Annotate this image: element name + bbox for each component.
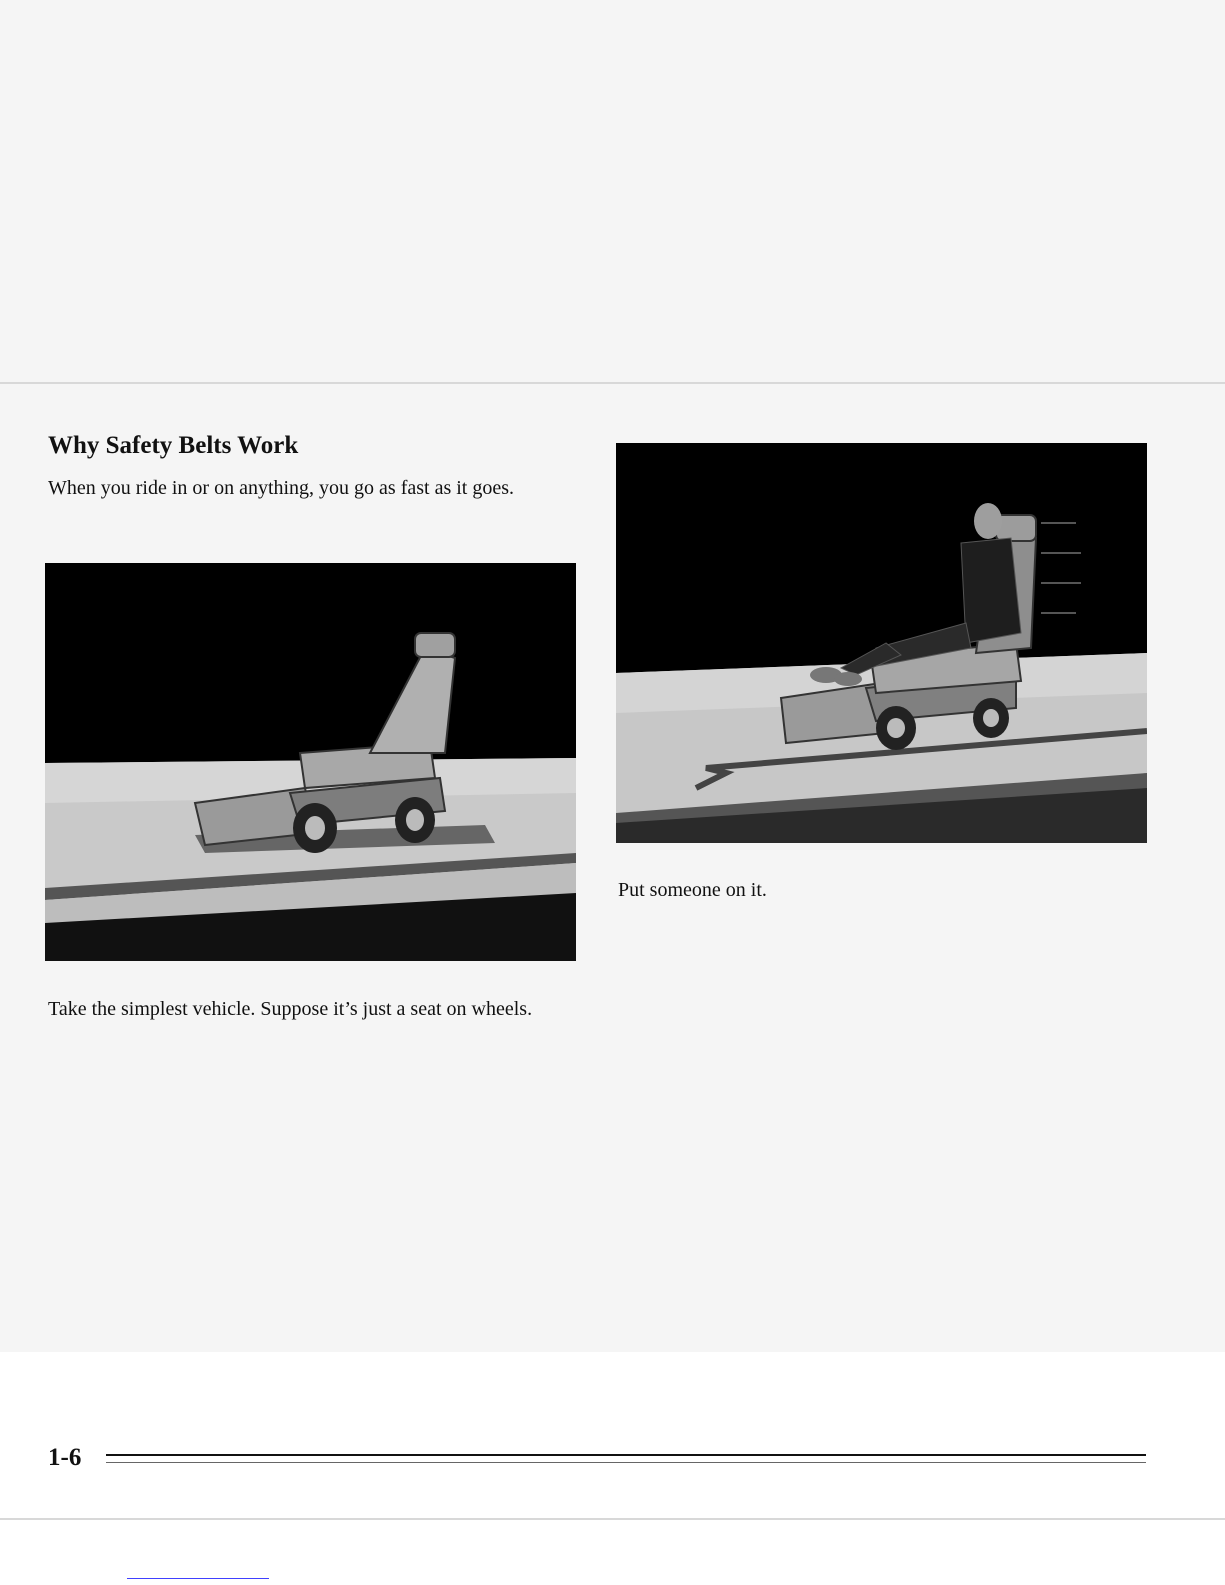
top-edge-line — [0, 382, 1225, 384]
bottom-edge-line — [0, 1518, 1225, 1520]
intro-paragraph: When you ride in or on anything, you go as fast as it goes. — [48, 477, 515, 499]
right-figure-caption: Put someone on it. — [618, 879, 767, 901]
footer-rule-thin — [106, 1462, 1146, 1463]
footer-rule-thick — [106, 1454, 1146, 1456]
section-heading: Why Safety Belts Work — [48, 432, 299, 459]
empty-seat-on-wheels-illustration — [45, 563, 576, 961]
page-number: 1-6 — [48, 1444, 82, 1471]
link-underline[interactable] — [127, 1578, 269, 1579]
person-on-seat-illustration — [616, 443, 1147, 843]
left-figure-caption: Take the simplest vehicle. Suppose it’s just a seat on wheels. — [48, 998, 533, 1020]
